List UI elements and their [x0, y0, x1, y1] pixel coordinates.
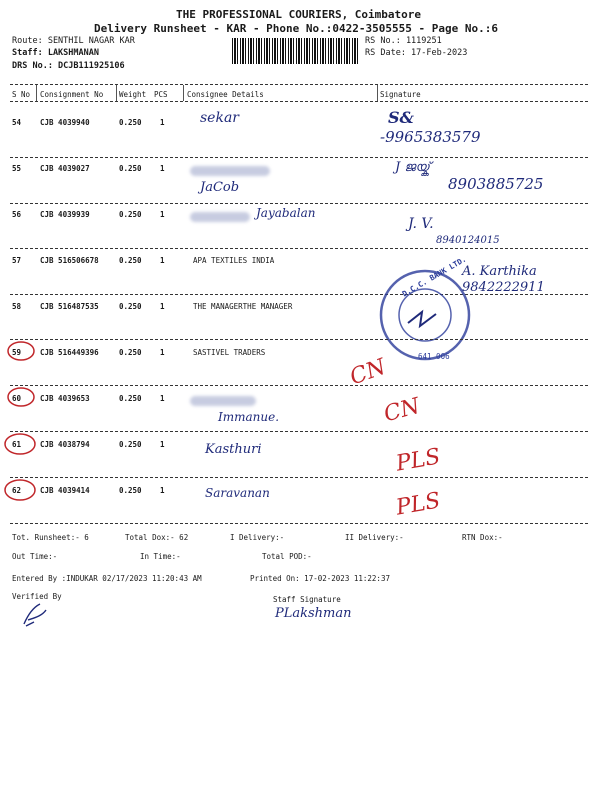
row-pcs: 1: [160, 440, 165, 449]
col-sno: S No: [12, 90, 31, 99]
row-sno: 55: [12, 164, 22, 173]
row-consignment: CJB 516449396: [40, 348, 99, 357]
tot-runsheet: Tot. Runsheet:- 6: [12, 533, 89, 542]
row-weight: 0.250: [119, 210, 142, 219]
handwritten-phone: 8903885725: [448, 175, 544, 193]
staff-signature-label: Staff Signature: [273, 595, 341, 604]
redacted-mark: [190, 166, 270, 176]
row-sno: 58: [12, 302, 22, 311]
red-mark: CN: [346, 354, 390, 391]
row-weight: 0.250: [119, 440, 142, 449]
barcode: [232, 38, 360, 64]
entered-by: Entered By :INDUKAR 02/17/2023 11:20:43 AM: [12, 574, 202, 583]
header-rule: [10, 101, 588, 102]
staff-signature-handwritten: PLakshman: [275, 606, 352, 621]
drs-number: DRS No.: DCJB111925106: [12, 61, 125, 71]
stamp-text: D.C.C. BANK LTD.: [400, 254, 468, 299]
row-sno: 61: [12, 440, 22, 449]
redacted-mark: [190, 212, 250, 222]
in-time: In Time:-: [140, 552, 181, 561]
signature-scribble: S&: [388, 108, 414, 127]
row-pcs: 1: [160, 210, 165, 219]
col-consignment: Consignment No: [40, 90, 104, 99]
col-signature: Signature: [380, 90, 421, 99]
row-weight: 0.250: [119, 486, 142, 495]
row-consignment: CJB 4039027: [40, 164, 90, 173]
row-pcs: 1: [160, 256, 165, 265]
red-mark: PLS: [394, 488, 443, 521]
route-text: Route: SENTHIL NAGAR KAR: [12, 36, 135, 46]
rs-number: RS No.: 1119251: [365, 36, 442, 46]
handwritten-name: Saravanan: [205, 486, 270, 500]
row-pcs: 1: [160, 348, 165, 357]
signature-scribble: J. V.: [408, 216, 434, 232]
out-time: Out Time:-: [12, 552, 58, 561]
row-weight: 0.250: [119, 256, 142, 265]
row-weight: 0.250: [119, 302, 142, 311]
handwritten-phone: 8940124015: [436, 235, 500, 246]
row-consignment: CJB 4038794: [40, 440, 90, 449]
row-consignment: CJB 516487535: [40, 302, 99, 311]
row-sno: 60: [12, 394, 22, 403]
signature-scribble: J ജയ്ക്: [395, 160, 430, 175]
row-sno: 56: [12, 210, 22, 219]
row-consignment: CJB 4039940: [40, 118, 90, 127]
row-pcs: 1: [160, 164, 165, 173]
verified-signature-icon: [20, 600, 50, 628]
row-sno: 62: [12, 486, 22, 495]
consignee-name: SASTIVEL TRADERS: [193, 348, 266, 357]
stamp-subtext: 641 006: [418, 352, 450, 361]
handwritten-name: Kasthuri: [205, 442, 262, 457]
consignee-name: THE MANAGERTHE MANAGER: [193, 302, 293, 311]
company-title: THE PROFESSIONAL COURIERS, Coimbatore: [176, 8, 422, 21]
row-pcs: 1: [160, 302, 165, 311]
row-pcs: 1: [160, 394, 165, 403]
rtn-dox: RTN Dox:-: [462, 533, 503, 542]
row-weight: 0.250: [119, 348, 142, 357]
printed-on: Printed On: 17-02-2023 11:22:37: [250, 574, 390, 583]
verified-by: Verified By: [12, 592, 62, 601]
row-consignment: CJB 4039653: [40, 394, 90, 403]
ii-delivery: II Delivery:-: [345, 533, 404, 542]
handwritten-name: sekar: [200, 110, 239, 126]
red-mark: PLS: [394, 444, 443, 477]
staff-text: Staff: LAKSHMANAN: [12, 48, 99, 58]
row-pcs: 1: [160, 118, 165, 127]
table-top-rule: [10, 84, 588, 85]
row-weight: 0.250: [119, 394, 142, 403]
row-consignment: CJB 516506678: [40, 256, 99, 265]
col-consignee: Consignee Details: [187, 90, 264, 99]
rs-date: RS Date: 17-Feb-2023: [365, 48, 468, 58]
red-mark: CN: [381, 393, 423, 428]
redacted-mark: [190, 396, 256, 406]
handwritten-name: JaCob: [200, 180, 240, 195]
total-dox: Total Dox:- 62: [125, 533, 189, 542]
i-delivery: I Delivery:-: [230, 533, 285, 542]
col-weight: Weight: [119, 90, 147, 99]
handwritten-phone: -9965383579: [380, 128, 481, 146]
runsheet-title: Delivery Runsheet - KAR - Phone No.:0422-3505555 - Page No.:6: [94, 22, 498, 35]
row-weight: 0.250: [119, 118, 142, 127]
row-sno: 59: [12, 348, 22, 357]
row-pcs: 1: [160, 486, 165, 495]
row-consignment: CJB 4039939: [40, 210, 90, 219]
handwritten-name: Immanue.: [218, 410, 280, 424]
handwritten-signature: A. Karthika 9842222911: [462, 264, 545, 295]
total-pod: Total POD:-: [262, 552, 312, 561]
consignee-name: APA TEXTILES INDIA: [193, 256, 275, 265]
row-sno: 57: [12, 256, 22, 265]
row-weight: 0.250: [119, 164, 142, 173]
col-pcs: PCS: [154, 90, 168, 99]
row-consignment: CJB 4039414: [40, 486, 90, 495]
handwritten-name: Jayabalan: [256, 206, 316, 220]
row-sno: 54: [12, 118, 22, 127]
